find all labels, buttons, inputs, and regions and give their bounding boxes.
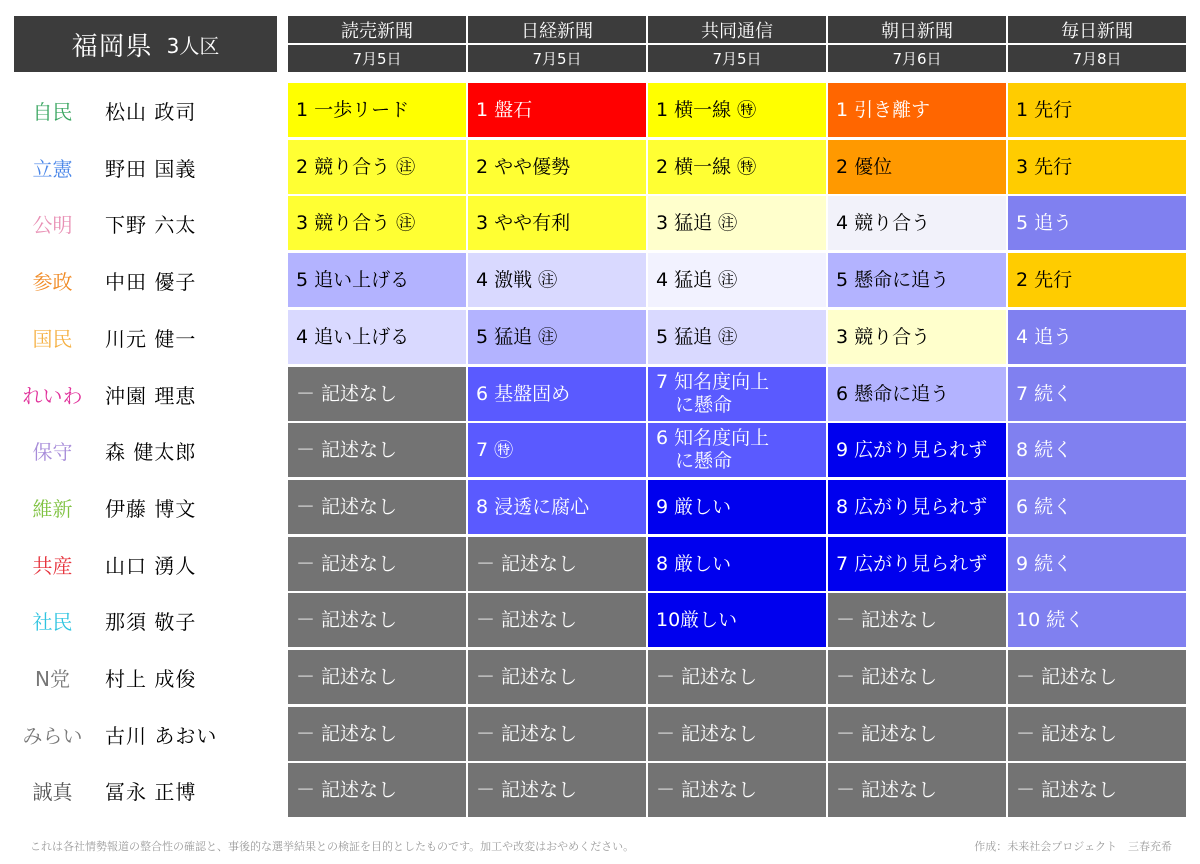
party-name: 維新 bbox=[32, 496, 73, 521]
party-name: 国民 bbox=[32, 326, 73, 351]
rating-cell: － 記述なし bbox=[288, 650, 466, 704]
rating-cell: 2 先行 bbox=[1008, 253, 1186, 307]
rating-cell: 4 激戦 ㊟ bbox=[468, 253, 646, 307]
rating-cell: 9 広がり見られず bbox=[828, 423, 1006, 477]
candidate-name: 中田 優子 bbox=[105, 269, 197, 294]
rating-cell: 3 猛追 ㊟ bbox=[648, 196, 826, 250]
candidate-row-label bbox=[0, 82, 285, 138]
rating-cell: 1 一歩リード bbox=[288, 83, 466, 137]
rating-cell: － 記述なし bbox=[648, 650, 826, 704]
rating-cell: － 記述なし bbox=[648, 763, 826, 817]
rating-cell: － 記述なし bbox=[648, 707, 826, 761]
candidate-name: 川元 健一 bbox=[105, 326, 197, 351]
rating-cell: － 記述なし bbox=[828, 707, 1006, 761]
party-name: 公明 bbox=[32, 212, 73, 237]
candidate-row-label bbox=[0, 252, 285, 308]
rating-cell: 2 やや優勢 bbox=[468, 140, 646, 194]
rating-cell: 3 競り合う ㊟ bbox=[288, 196, 466, 250]
paper-name: 日経新聞 bbox=[468, 16, 646, 45]
paper-date: 7月8日 bbox=[1008, 45, 1186, 72]
rating-cell: － 記述なし bbox=[1008, 650, 1186, 704]
rating-cell: 2 優位 bbox=[828, 140, 1006, 194]
paper-name: 共同通信 bbox=[648, 16, 826, 45]
paper-date: 7月5日 bbox=[288, 45, 466, 72]
rating-cell: － 記述なし bbox=[288, 763, 466, 817]
candidate-row-label bbox=[0, 309, 285, 365]
rating-cell: 5 追い上げる bbox=[288, 253, 466, 307]
candidate-name: 下野 六太 bbox=[105, 212, 197, 237]
rating-cell: 3 やや有利 bbox=[468, 196, 646, 250]
rating-cell: － 記述なし bbox=[468, 537, 646, 591]
rating-cell: － 記述なし bbox=[468, 650, 646, 704]
seats-label: 3人区 bbox=[166, 33, 220, 58]
rating-cell: 5 追う bbox=[1008, 196, 1186, 250]
rating-cell: 9 続く bbox=[1008, 537, 1186, 591]
paper-header bbox=[648, 16, 826, 72]
rating-cell: 7 ㊕ bbox=[468, 423, 646, 477]
paper-header bbox=[468, 16, 646, 72]
paper-date: 7月5日 bbox=[648, 45, 826, 72]
rating-cell: 2 横一線 ㊕ bbox=[648, 140, 826, 194]
rating-cell: 10厳しい bbox=[648, 593, 826, 647]
rating-cell: － 記述なし bbox=[288, 593, 466, 647]
rating-cell: 7 続く bbox=[1008, 367, 1186, 421]
rating-cell: 1 引き離す bbox=[828, 83, 1006, 137]
paper-name: 毎日新聞 bbox=[1008, 16, 1186, 45]
rating-cell: － 記述なし bbox=[1008, 707, 1186, 761]
rating-cell: 1 横一線 ㊕ bbox=[648, 83, 826, 137]
rating-cell: 4 追う bbox=[1008, 310, 1186, 364]
rating-cell: 8 浸透に腐心 bbox=[468, 480, 646, 534]
paper-header bbox=[1008, 16, 1186, 72]
candidate-row-label bbox=[0, 762, 285, 818]
rating-cell: 5 懸命に追う bbox=[828, 253, 1006, 307]
rating-cell: 6 基盤固め bbox=[468, 367, 646, 421]
party-name: 保守 bbox=[32, 439, 73, 464]
candidate-name: 森 健太郎 bbox=[105, 439, 197, 464]
rating-cell: 8 厳しい bbox=[648, 537, 826, 591]
party-name: 自民 bbox=[32, 99, 73, 124]
rating-cell: － 記述なし bbox=[468, 707, 646, 761]
rating-cell: 2 競り合う ㊟ bbox=[288, 140, 466, 194]
rating-cell: － 記述なし bbox=[288, 707, 466, 761]
candidate-row-label bbox=[0, 422, 285, 478]
candidate-row-label bbox=[0, 649, 285, 705]
rating-cell: 4 追い上げる bbox=[288, 310, 466, 364]
footer-credit: 作成：未来社会プロジェクト 三春充希 bbox=[974, 840, 1172, 853]
rating-cell: － 記述なし bbox=[288, 423, 466, 477]
party-name: みらい bbox=[22, 723, 83, 748]
candidate-name: 冨永 正博 bbox=[105, 779, 197, 804]
rating-cell: 1 盤石 bbox=[468, 83, 646, 137]
party-name: N党 bbox=[35, 666, 70, 691]
paper-name: 朝日新聞 bbox=[828, 16, 1006, 45]
rating-cell: － 記述なし bbox=[468, 593, 646, 647]
candidate-row-label bbox=[0, 195, 285, 251]
paper-name: 読売新聞 bbox=[288, 16, 466, 45]
rating-cell: 5 猛追 ㊟ bbox=[648, 310, 826, 364]
rating-cell: 3 先行 bbox=[1008, 140, 1186, 194]
candidate-row-label bbox=[0, 592, 285, 648]
candidate-name: 松山 政司 bbox=[105, 99, 197, 124]
party-name: れいわ bbox=[22, 383, 83, 408]
candidate-name: 村上 成俊 bbox=[105, 666, 197, 691]
rating-cell: － 記述なし bbox=[828, 593, 1006, 647]
rating-cell: 7 広がり見られず bbox=[828, 537, 1006, 591]
candidate-row-label bbox=[0, 479, 285, 535]
rating-cell: 6 続く bbox=[1008, 480, 1186, 534]
prefecture-title: 福岡県 bbox=[71, 31, 153, 62]
party-name: 共産 bbox=[32, 553, 73, 578]
party-name: 参政 bbox=[32, 269, 73, 294]
candidate-row-label bbox=[0, 139, 285, 195]
rating-cell: 4 競り合う bbox=[828, 196, 1006, 250]
candidate-row-label bbox=[0, 366, 285, 422]
paper-date: 7月6日 bbox=[828, 45, 1006, 72]
rating-cell: － 記述なし bbox=[828, 763, 1006, 817]
rating-cell: － 記述なし bbox=[288, 480, 466, 534]
rating-cell: 5 猛追 ㊟ bbox=[468, 310, 646, 364]
rating-cell: － 記述なし bbox=[288, 367, 466, 421]
rating-cell: 9 厳しい bbox=[648, 480, 826, 534]
candidate-name: 野田 国義 bbox=[105, 156, 197, 181]
paper-date: 7月5日 bbox=[468, 45, 646, 72]
candidate-name: 那須 敬子 bbox=[105, 609, 197, 634]
rating-cell: 8 広がり見られず bbox=[828, 480, 1006, 534]
party-name: 立憲 bbox=[32, 156, 73, 181]
rating-cell: － 記述なし bbox=[288, 537, 466, 591]
rating-cell: 8 続く bbox=[1008, 423, 1186, 477]
rating-cell: 6 知名度向上 に懸命 bbox=[648, 423, 826, 477]
candidate-name: 伊藤 博文 bbox=[105, 496, 197, 521]
rating-cell: 4 猛追 ㊟ bbox=[648, 253, 826, 307]
candidate-row-label bbox=[0, 706, 285, 762]
candidate-name: 山口 湧人 bbox=[105, 553, 197, 578]
rating-cell: － 記述なし bbox=[1008, 763, 1186, 817]
rating-cell: － 記述なし bbox=[468, 763, 646, 817]
candidate-name: 沖園 理恵 bbox=[105, 383, 197, 408]
party-name: 社民 bbox=[32, 609, 73, 634]
candidate-row-label bbox=[0, 536, 285, 592]
rating-cell: 10 続く bbox=[1008, 593, 1186, 647]
candidate-name: 古川 あおい bbox=[105, 723, 218, 748]
paper-header bbox=[828, 16, 1006, 72]
rating-cell: 3 競り合う bbox=[828, 310, 1006, 364]
page-title bbox=[14, 16, 277, 72]
rating-cell: － 記述なし bbox=[828, 650, 1006, 704]
rating-cell: 1 先行 bbox=[1008, 83, 1186, 137]
rating-cell: 7 知名度向上 に懸命 bbox=[648, 367, 826, 421]
rating-cell: 6 懸命に追う bbox=[828, 367, 1006, 421]
paper-header bbox=[288, 16, 466, 72]
party-name: 誠真 bbox=[32, 779, 73, 804]
footer-disclaimer: これは各社情勢報道の整合性の確認と、事後的な選挙結果との検証を目的としたものです。加工や改変はおやめください。 bbox=[30, 840, 635, 853]
